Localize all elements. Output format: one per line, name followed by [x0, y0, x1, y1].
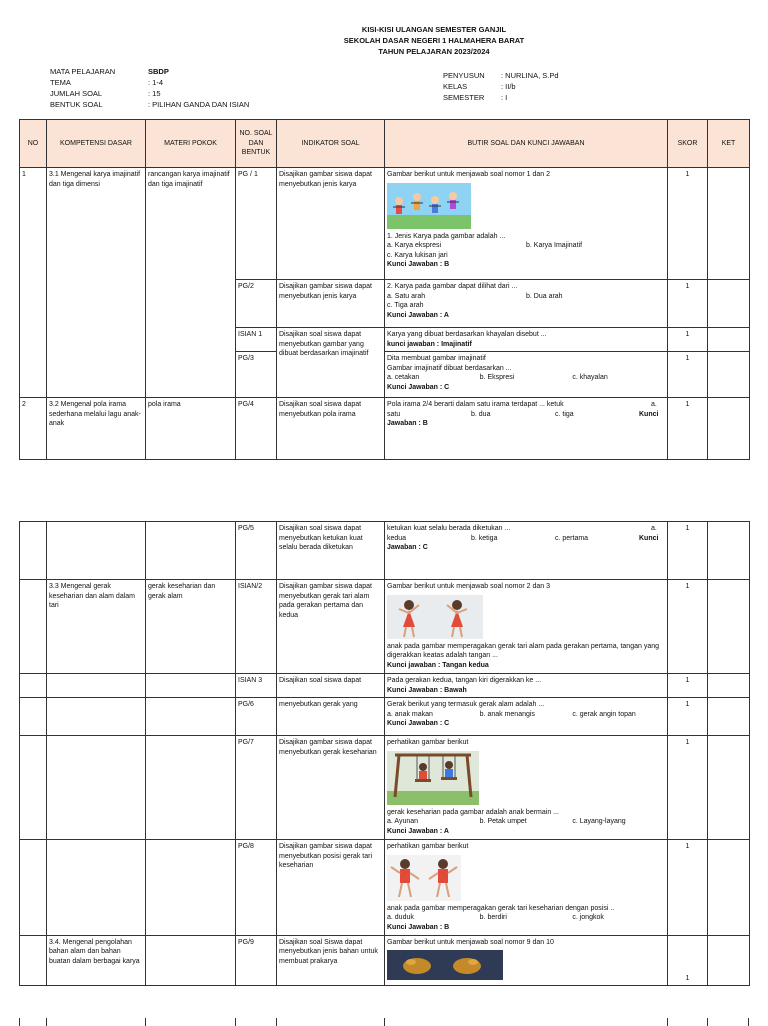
no-soal: PG/9 [236, 935, 277, 986]
materi-pokok: pola irama [146, 398, 236, 460]
soal-intro: Gambar berikut untuk menjawab soal nomor 1 dan 2 [387, 171, 551, 178]
ket [708, 698, 750, 736]
indikator-soal: Disajikan soal siswa dapat [277, 674, 385, 698]
kompetensi-dasar [47, 698, 146, 736]
option-c: c. pertama [555, 534, 589, 542]
no-soal: PG/2 [236, 280, 277, 328]
answer-key: Jawaban : C [387, 544, 428, 552]
soal-question: gerak keseharian pada gambar adalah anak bermain ... [387, 808, 559, 816]
no-soal: ISIAN/2 [236, 580, 277, 674]
row-number [20, 840, 47, 935]
soal-question: Gerak berikut yang termasuk gerak alam adalah ... [387, 701, 545, 709]
title-line-2: SEKOLAH DASAR NEGERI 1 HALMAHERA BARAT [343, 36, 525, 45]
skor: 1 [668, 840, 708, 935]
skor: 1 [668, 168, 708, 280]
meta-value: : 1-4 [148, 78, 164, 87]
meta-label: MATA PELAJARAN [50, 67, 116, 76]
indikator-soal: Disajikan gambar siswa dapat menyebutkan gerak keseharian [277, 736, 385, 840]
answer-key-label: Kunci [639, 534, 659, 542]
table-row [20, 840, 750, 935]
butir-soal [385, 168, 668, 280]
soal-question: anak pada gambar memperagakan gerak tari keseharian dengan posisi .. [387, 904, 615, 912]
soal-question: Karya yang dibuat berdasarkan khayalan disebut ... [387, 331, 547, 338]
kisi-kisi-table-page-1 [19, 119, 750, 460]
soal-question: Pola irama 2/4 berarti dalam satu irama terdapat ... ketuk [387, 401, 564, 409]
indikator-soal: Disajikan soal Siswa dapat menyebutkan jenis bahan untuk membuat prakarya [277, 935, 385, 986]
row-number [20, 736, 47, 840]
column-header: MATERI POKOK [146, 120, 236, 168]
next-page-table-edge [0, 1018, 768, 1026]
option-a: kedua [387, 534, 407, 542]
meta-value: : I [501, 93, 508, 102]
option-a-letter: a. [651, 525, 657, 532]
option-c: c. Layang-layang [572, 818, 626, 826]
two-children-standing-illustration [387, 855, 461, 901]
ket [708, 935, 750, 986]
soal-question: Pada gerakan kedua, tangan kiri digerakkan ke ... [387, 677, 542, 684]
butir-soal [385, 674, 668, 698]
butir-soal [385, 698, 668, 736]
meta-value: SBDP [148, 67, 169, 76]
soal-question: Dita membuat gambar imajinatif [387, 355, 486, 363]
skor: 1 [668, 698, 708, 736]
table-row [20, 398, 750, 460]
row-number: 1 [20, 168, 47, 398]
meta-label: SEMESTER [443, 93, 485, 102]
ket [708, 398, 750, 460]
no-soal: PG/5 [236, 522, 277, 580]
option-a: a. Satu arah [387, 292, 426, 300]
meta-label: PENYUSUN [443, 71, 485, 80]
option-b: b. berdiri [479, 914, 507, 922]
column-header: KET [708, 120, 750, 168]
kompetensi-dasar: 3.4. Mengenal pengolahan bahan alam dan bahan buatan dalam berbagai karya [47, 935, 146, 986]
table-row [20, 736, 750, 840]
option-b: b. Petak umpet [479, 818, 527, 826]
answer-key: Kunci Jawaban : C [387, 383, 450, 391]
butir-soal [385, 522, 668, 580]
row-number [20, 698, 47, 736]
table-row [20, 674, 750, 698]
indikator-soal: menyebutkan gerak yang [277, 698, 385, 736]
ket [708, 352, 750, 398]
meta-label: JUMLAH SOAL [50, 89, 103, 98]
no-soal: PG/4 [236, 398, 277, 460]
option-b: b. ketiga [471, 534, 498, 542]
skor: 1 [668, 580, 708, 674]
option-c: c. tiga [555, 410, 574, 418]
butir-soal [385, 840, 668, 935]
soal-question: anak pada gambar memperagakan gerak tari alam pada gerakan pertama, tangan yang digerakkan keatas adalah tangan ... [387, 642, 660, 660]
table-row [20, 168, 750, 280]
table-header-row [20, 120, 750, 168]
two-children-dancing-illustration [387, 595, 483, 639]
column-header: BUTIR SOAL DAN KUNCI JAWABAN [385, 120, 668, 168]
butir-soal [385, 352, 668, 398]
meta-value: : NURLINA, S.Pd [501, 71, 559, 80]
answer-key: Kunci Jawaban : B [387, 923, 450, 931]
butir-soal [385, 580, 668, 674]
materi-pokok [146, 674, 236, 698]
column-header: NO [20, 120, 47, 168]
table-row [20, 698, 750, 736]
skor: 1 [668, 398, 708, 460]
option-c: c. gerak angin topan [572, 710, 636, 718]
answer-key: Kunci Jawaban : A [387, 311, 449, 319]
skor: 1 [668, 736, 708, 840]
no-soal: PG/8 [236, 840, 277, 935]
option-b: b. Ekspresi [479, 374, 515, 382]
kompetensi-dasar [47, 736, 146, 840]
option-a-letter: a. [651, 401, 657, 409]
kompetensi-dasar: 3.1 Mengenal karya imajinatif dan tiga dimensi [47, 168, 146, 398]
materi-pokok [146, 522, 236, 580]
answer-key: Kunci Jawaban : C [387, 720, 450, 728]
no-soal: PG/6 [236, 698, 277, 736]
indikator-soal: Disajikan gambar siswa dapat menyebutkan jenis karya [277, 280, 385, 328]
option-c: c. khayalan [572, 374, 608, 382]
soal-intro: perhatikan gambar berikut [387, 843, 469, 851]
answer-key: Kunci Jawaban : A [387, 827, 449, 835]
ket [708, 522, 750, 580]
option-a: a. Karya ekspresi [387, 242, 442, 250]
column-header: NO. SOAL DAN BENTUK [236, 120, 277, 168]
option-b: b. dua [471, 410, 491, 418]
row-number [20, 935, 47, 986]
option-c: c. Karya lukisan jari [387, 251, 448, 259]
column-header: SKOR [668, 120, 708, 168]
option-c: c. jongkok [572, 914, 604, 922]
meta-label: BENTUK SOAL [50, 100, 103, 109]
butir-soal [385, 935, 668, 986]
butir-soal [385, 280, 668, 328]
ket [708, 280, 750, 328]
materi-pokok [146, 935, 236, 986]
no-soal: ISIAN 3 [236, 674, 277, 698]
meta-right [443, 70, 559, 103]
kompetensi-dasar [47, 840, 146, 935]
row-number [20, 522, 47, 580]
meta-left [50, 66, 249, 110]
ket [708, 840, 750, 935]
skor: 1 [668, 328, 708, 352]
ket [708, 168, 750, 280]
meta-value: : II/b [501, 82, 516, 91]
kisi-kisi-table-page-2 [19, 521, 750, 986]
leaf-craft-illustration [387, 950, 503, 980]
meta-value: : PILIHAN GANDA DAN ISIAN [148, 100, 250, 109]
option-a: a. cetakan [387, 374, 420, 382]
ket [708, 580, 750, 674]
materi-pokok [146, 698, 236, 736]
no-soal: ISIAN 1 [236, 328, 277, 352]
ket [708, 328, 750, 352]
option-a: satu [387, 410, 401, 418]
no-soal: PG/3 [236, 352, 277, 398]
kompetensi-dasar [47, 674, 146, 698]
table-row [20, 935, 750, 986]
meta-label: KELAS [443, 82, 468, 91]
answer-key: Kunci jawaban : Tangan kedua [387, 661, 489, 669]
indikator-soal: Disajikan soal siswa dapat menyebutkan ketukan kuat selalu berada diketukan [277, 522, 385, 580]
title-line-3: TAHUN PELAJARAN 2023/2024 [378, 47, 490, 56]
butir-soal [385, 736, 668, 840]
indikator-soal: Disajikan gambar siswa dapat menyebutkan gerak tari alam pada gerakan pertama dan kedua [277, 580, 385, 674]
indikator-soal: Disajikan soal siswa dapat menyebutkan gambar yang dibuat berdasarkan imajinatif [277, 328, 385, 398]
materi-pokok [146, 840, 236, 935]
indikator-soal: Disajikan gambar siswa dapat menyebutkan jenis karya [277, 168, 385, 280]
butir-soal [385, 398, 668, 460]
answer-key: Kunci Jawaban : Bawah [387, 686, 467, 694]
option-b: b. Dua arah [526, 292, 563, 300]
skor: 1 [668, 674, 708, 698]
soal-question: 2. Karya pada gambar dapat dilihat dari ... [387, 283, 518, 290]
option-a: a. anak makan [387, 710, 433, 718]
answer-key: Jawaban : B [387, 420, 428, 428]
table-row [20, 580, 750, 674]
option-b: b. Karya Imajinatif [526, 242, 583, 250]
materi-pokok: gerak keseharian dan gerak alam [146, 580, 236, 674]
answer-key: kunci jawaban : Imajinatif [387, 340, 472, 348]
option-a: a. duduk [387, 914, 414, 922]
answer-key: Kunci Jawaban : B [387, 261, 450, 269]
kompetensi-dasar [47, 522, 146, 580]
no-soal: PG / 1 [236, 168, 277, 280]
soal-intro: Gambar berikut untuk menjawab soal nomor 2 dan 3 [387, 583, 551, 590]
row-number [20, 674, 47, 698]
skor: 1 [668, 280, 708, 328]
no-soal: PG/7 [236, 736, 277, 840]
soal-intro: perhatikan gambar berikut [387, 739, 469, 747]
indikator-soal: Disajikan soal siswa dapat menyebutkan pola irama [277, 398, 385, 460]
row-number [20, 580, 47, 674]
option-b: b. anak menangis [479, 710, 535, 718]
skor: 1 [668, 522, 708, 580]
swing-illustration [387, 751, 479, 805]
indikator-soal: Disajikan gambar siswa dapat menyebutkan posisi gerak tari keseharian [277, 840, 385, 935]
soal-question: ketukan kuat selalu berada diketukan ... [387, 525, 511, 532]
ket [708, 674, 750, 698]
materi-pokok [146, 736, 236, 840]
row-number: 2 [20, 398, 47, 460]
skor: 1 [668, 352, 708, 398]
column-header: INDIKATOR SOAL [277, 120, 385, 168]
skor: 1 [668, 935, 708, 986]
kompetensi-dasar: 3.2 Mengenal pola irama sederhana melalui lagu anak-anak [47, 398, 146, 460]
kids-playing-illustration [387, 183, 471, 229]
kompetensi-dasar: 3.3 Mengenal gerak keseharian dan alam dalam tari [47, 580, 146, 674]
column-header: KOMPETENSI DASAR [47, 120, 146, 168]
materi-pokok: rancangan karya imajinatif dan tiga imajinatif [146, 168, 236, 398]
document-title [0, 24, 768, 57]
table-row [20, 522, 750, 580]
ket [708, 736, 750, 840]
title-line-1: KISI-KISI ULANGAN SEMESTER GANJIL [361, 25, 507, 34]
option-a: a. Ayunan [387, 818, 419, 826]
soal-question: 1. Jenis Karya pada gambar adalah ... [387, 232, 506, 240]
meta-label: TEMA [50, 78, 71, 87]
option-c: c. Tiga arah [387, 302, 424, 310]
soal-intro: Gambar berikut untuk menjawab soal nomor 9 dan 10 [387, 938, 554, 946]
answer-key-label: Kunci [639, 410, 659, 418]
soal-question: Gambar imajinatif dibuat berdasarkan ... [387, 364, 512, 372]
meta-value: : 15 [148, 89, 161, 98]
butir-soal [385, 328, 668, 352]
